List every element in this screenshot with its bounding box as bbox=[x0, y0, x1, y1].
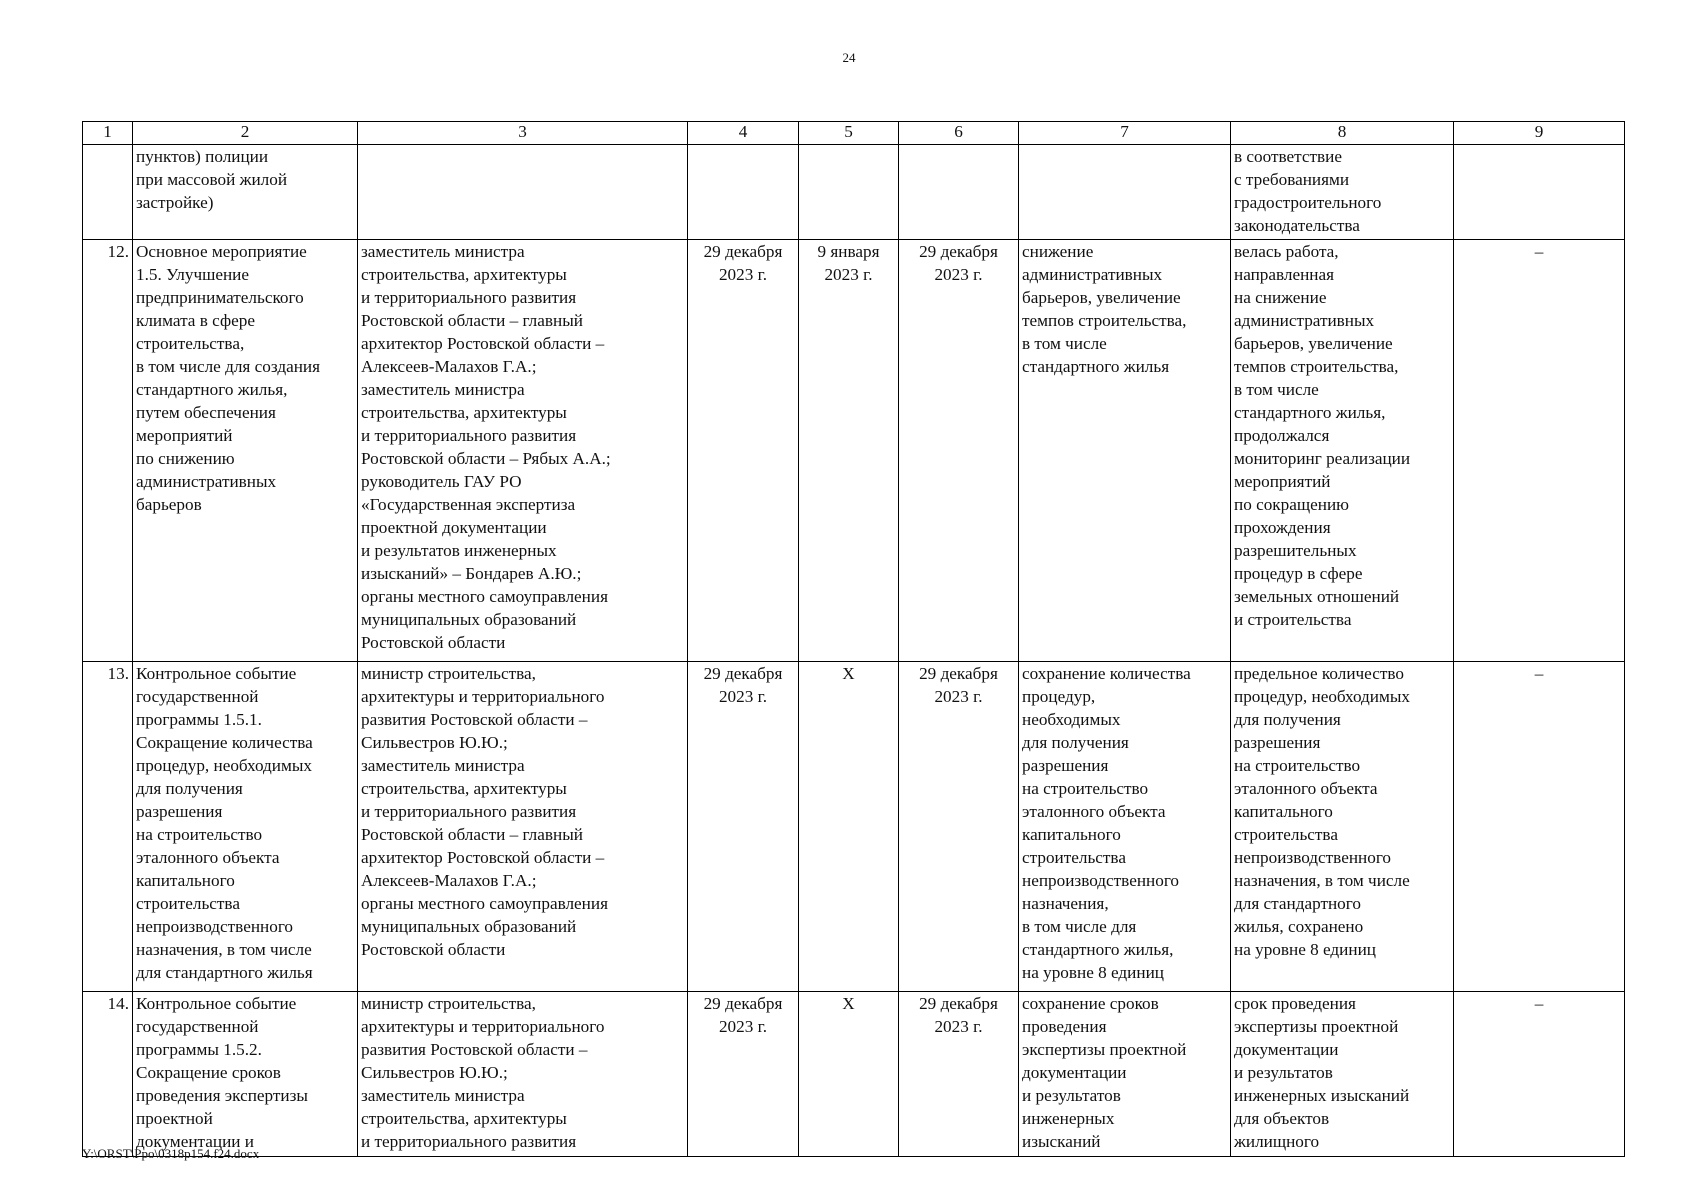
cell-planned-date: 29 декабря 2023 г. bbox=[688, 240, 799, 662]
cell-planned-date bbox=[688, 145, 799, 240]
cell-end-date bbox=[899, 145, 1019, 240]
table-row-continuation bbox=[83, 145, 1625, 240]
table-row bbox=[83, 240, 1625, 662]
cell-measure: Контрольное событие государственной программы 1.5.1. Сокращение количества процедур, необходимых для получения разрешения на строительство эталонного объекта капитального строительства непроизводственного назначения, в том числе для стандартного жилья bbox=[133, 662, 358, 992]
cell-responsible: министр строительства, архитектуры и территориального развития Ростовской области – Сильвестров Ю.Ю.; заместитель министра строительства, архитектуры и территориального развития Ростовской области – главный архитектор Ростовской области – Алексеев-Малахов Г.А.; органы местного самоуправления муниципальных образований Ростовской области bbox=[358, 662, 688, 992]
cell-row-number bbox=[83, 145, 133, 240]
cell-end-date: 29 декабря 2023 г. bbox=[899, 992, 1019, 1157]
cell-expected-result: сохранение количества процедур, необходимых для получения разрешения на строительство эталонного объекта капитального строительства непроизводственного назначения, в том числе для стандартного жилья, на уровне 8 единиц bbox=[1019, 662, 1231, 992]
cell-problems bbox=[1454, 145, 1625, 240]
cell-end-date: 29 декабря 2023 г. bbox=[899, 662, 1019, 992]
cell-problems: – bbox=[1454, 240, 1625, 662]
cell-start-date: Х bbox=[799, 662, 899, 992]
cell-responsible: министр строительства, архитектуры и территориального развития Ростовской области – Сильвестров Ю.Ю.; заместитель министра строительства, архитектуры и территориального развития bbox=[358, 992, 688, 1157]
cell-expected-result: снижение административных барьеров, увеличение темпов строительства, в том числе стандартного жилья bbox=[1019, 240, 1231, 662]
column-number: 3 bbox=[358, 122, 688, 145]
cell-planned-date: 29 декабря 2023 г. bbox=[688, 992, 799, 1157]
cell-row-number: 12. bbox=[83, 240, 133, 662]
file-path-footer: Y:\ORST\Ppo\0318p154.f24.docx bbox=[82, 1146, 260, 1161]
column-number: 4 bbox=[688, 122, 799, 145]
cell-row-number: 13. bbox=[83, 662, 133, 992]
cell-actual-result: предельное количество процедур, необходимых для получения разрешения на строительство эталонного объекта капитального строительства непроизводственного назначения, в том числе для стандартного жилья, сохранено на уровне 8 единиц bbox=[1231, 662, 1454, 992]
cell-measure: Основное мероприятие 1.5. Улучшение предпринимательского климата в сфере строительства, в том числе для создания стандартного жилья, путем обеспечения мероприятий по снижению административных барьеров bbox=[133, 240, 358, 662]
column-number: 2 bbox=[133, 122, 358, 145]
cell-measure: пунктов) полиции при массовой жилой застройке) bbox=[133, 145, 358, 240]
cell-problems: – bbox=[1454, 992, 1625, 1157]
page-number: 24 bbox=[842, 50, 856, 65]
column-number: 5 bbox=[799, 122, 899, 145]
column-number: 7 bbox=[1019, 122, 1231, 145]
cell-responsible: заместитель министра строительства, архитектуры и территориального развития Ростовской области – главный архитектор Ростовской области – Алексеев-Малахов Г.А.; заместитель министра строительства, архитектуры и территориального развития Ростовской области – Рябых А.А.; руководитель ГАУ РО «Государственная экспертиза проектной документации и результатов инженерных изысканий» – Бондарев А.Ю.; органы местного самоуправления муниципальных образований Ростовской области bbox=[358, 240, 688, 662]
table-row bbox=[83, 992, 1625, 1157]
column-number: 1 bbox=[83, 122, 133, 145]
cell-expected-result: сохранение сроков проведения экспертизы проектной документации и результатов инженерных изысканий bbox=[1019, 992, 1231, 1157]
cell-expected-result bbox=[1019, 145, 1231, 240]
cell-actual-result: велась работа, направленная на снижение административных барьеров, увеличение темпов строительства, в том числе стандартного жилья, продолжался мониторинг реализации мероприятий по сокращению прохождения разрешительных процедур в сфере земельных отношений и строительства bbox=[1231, 240, 1454, 662]
cell-start-date: Х bbox=[799, 992, 899, 1157]
cell-actual-result: срок проведения экспертизы проектной документации и результатов инженерных изысканий для объектов жилищного bbox=[1231, 992, 1454, 1157]
column-number: 8 bbox=[1231, 122, 1454, 145]
column-number-row bbox=[83, 122, 1625, 145]
cell-responsible bbox=[358, 145, 688, 240]
table-row bbox=[83, 662, 1625, 992]
column-number: 6 bbox=[899, 122, 1019, 145]
column-number: 9 bbox=[1454, 122, 1625, 145]
cell-start-date bbox=[799, 145, 899, 240]
cell-planned-date: 29 декабря 2023 г. bbox=[688, 662, 799, 992]
cell-row-number: 14. bbox=[83, 992, 133, 1157]
report-table bbox=[82, 121, 1625, 1157]
cell-problems: – bbox=[1454, 662, 1625, 992]
cell-end-date: 29 декабря 2023 г. bbox=[899, 240, 1019, 662]
cell-start-date: 9 января 2023 г. bbox=[799, 240, 899, 662]
cell-measure: Контрольное событие государственной программы 1.5.2. Сокращение сроков проведения экспертизы проектной документации и bbox=[133, 992, 358, 1157]
cell-actual-result: в соответствие с требованиями градостроительного законодательства bbox=[1231, 145, 1454, 240]
